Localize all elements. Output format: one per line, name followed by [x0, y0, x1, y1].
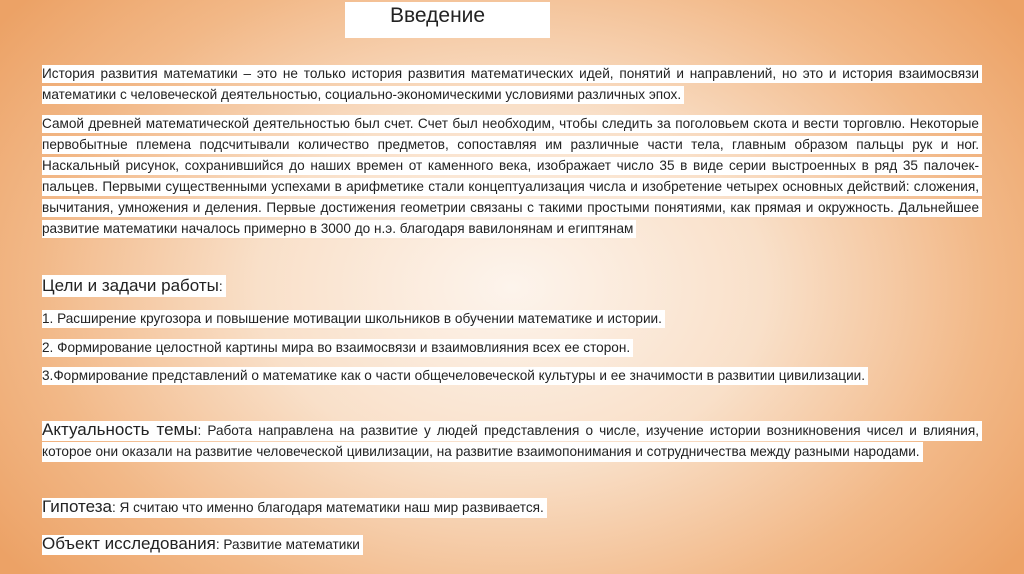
goal-item-3-text: 3.Формирование представлений о математике как о части общечеловеческой культуры и ее значимости в развитии цивилизации. [42, 367, 868, 385]
goals-heading-wrap [42, 275, 226, 297]
goal-item-1 [42, 308, 982, 329]
hypothesis-wrap [42, 498, 547, 518]
history-text: Самой древней математической деятельностью был счет. Счет был необходим, чтобы следить за поголовьем скота и вести торговлю. Некоторые первобытные племена подсчитывали количество предметов, сопоставляя им различные части тела, главным образом пальцы рук и ног. Наскальный рисунок, сохранившийся до наших времен от каменного века, изображает число 35 в виде серии выстроенных в ряд 35 палочек-пальцев. Первыми существенными успехами в арифметике стали концептуализация числа и изобретение четырех основных действий: сложения, вычитания, умножения и деления. Первые достижения геометрии связаны с такими простыми понятиями, как прямая и окружность. Дальнейшее развитие математики началось примерно в 3000 до н.э. благодаря вавилонянам и египтянам [42, 115, 982, 238]
relevance-text: : Работа направлена на развитие у людей представления о числе, изучение истории возникновения чисел и влияния, которое они оказали на развитие человеческой цивилизации, на развитие взаимопонимания и сотрудничества между разными народами. [42, 423, 979, 459]
goal-item-2 [42, 337, 982, 358]
object-paragraph [42, 533, 982, 555]
goals-heading-line [42, 273, 982, 300]
goals-heading: Цели и задачи работы [42, 276, 219, 295]
hypothesis-paragraph [42, 496, 982, 518]
history-paragraph [42, 113, 982, 239]
goal-item-2-text: 2. Формирование целостной картины мира во взаимосвязи и взаимовлияния всех ее сторон. [42, 339, 633, 357]
relevance-heading: Актуальность темы [42, 420, 198, 439]
object-wrap [42, 535, 363, 555]
slide-title: Введение [390, 4, 486, 27]
intro-paragraph [42, 63, 982, 105]
goal-item-3 [42, 365, 982, 386]
goal-item-1-text: 1. Расширение кругозора и повышение мотивации школьников в обучении математике и истории. [42, 310, 665, 328]
goals-heading-suffix: : [218, 279, 223, 294]
hypothesis-text: : Я считаю что именно благодаря математики наш мир развивается. [111, 500, 544, 515]
relevance-wrap [42, 421, 982, 462]
object-text: : Развитие математики [215, 537, 360, 552]
relevance-paragraph [42, 419, 982, 462]
hypothesis-heading: Гипотеза [42, 497, 112, 516]
intro-text: История развития математики – это не только история развития математических идей, понятий и направлений, но это и история взаимосвязи математики с человеческой деятельностью, социально-экономическими условиями различных эпох. [42, 65, 982, 104]
object-heading: Объект исследования [42, 534, 216, 553]
